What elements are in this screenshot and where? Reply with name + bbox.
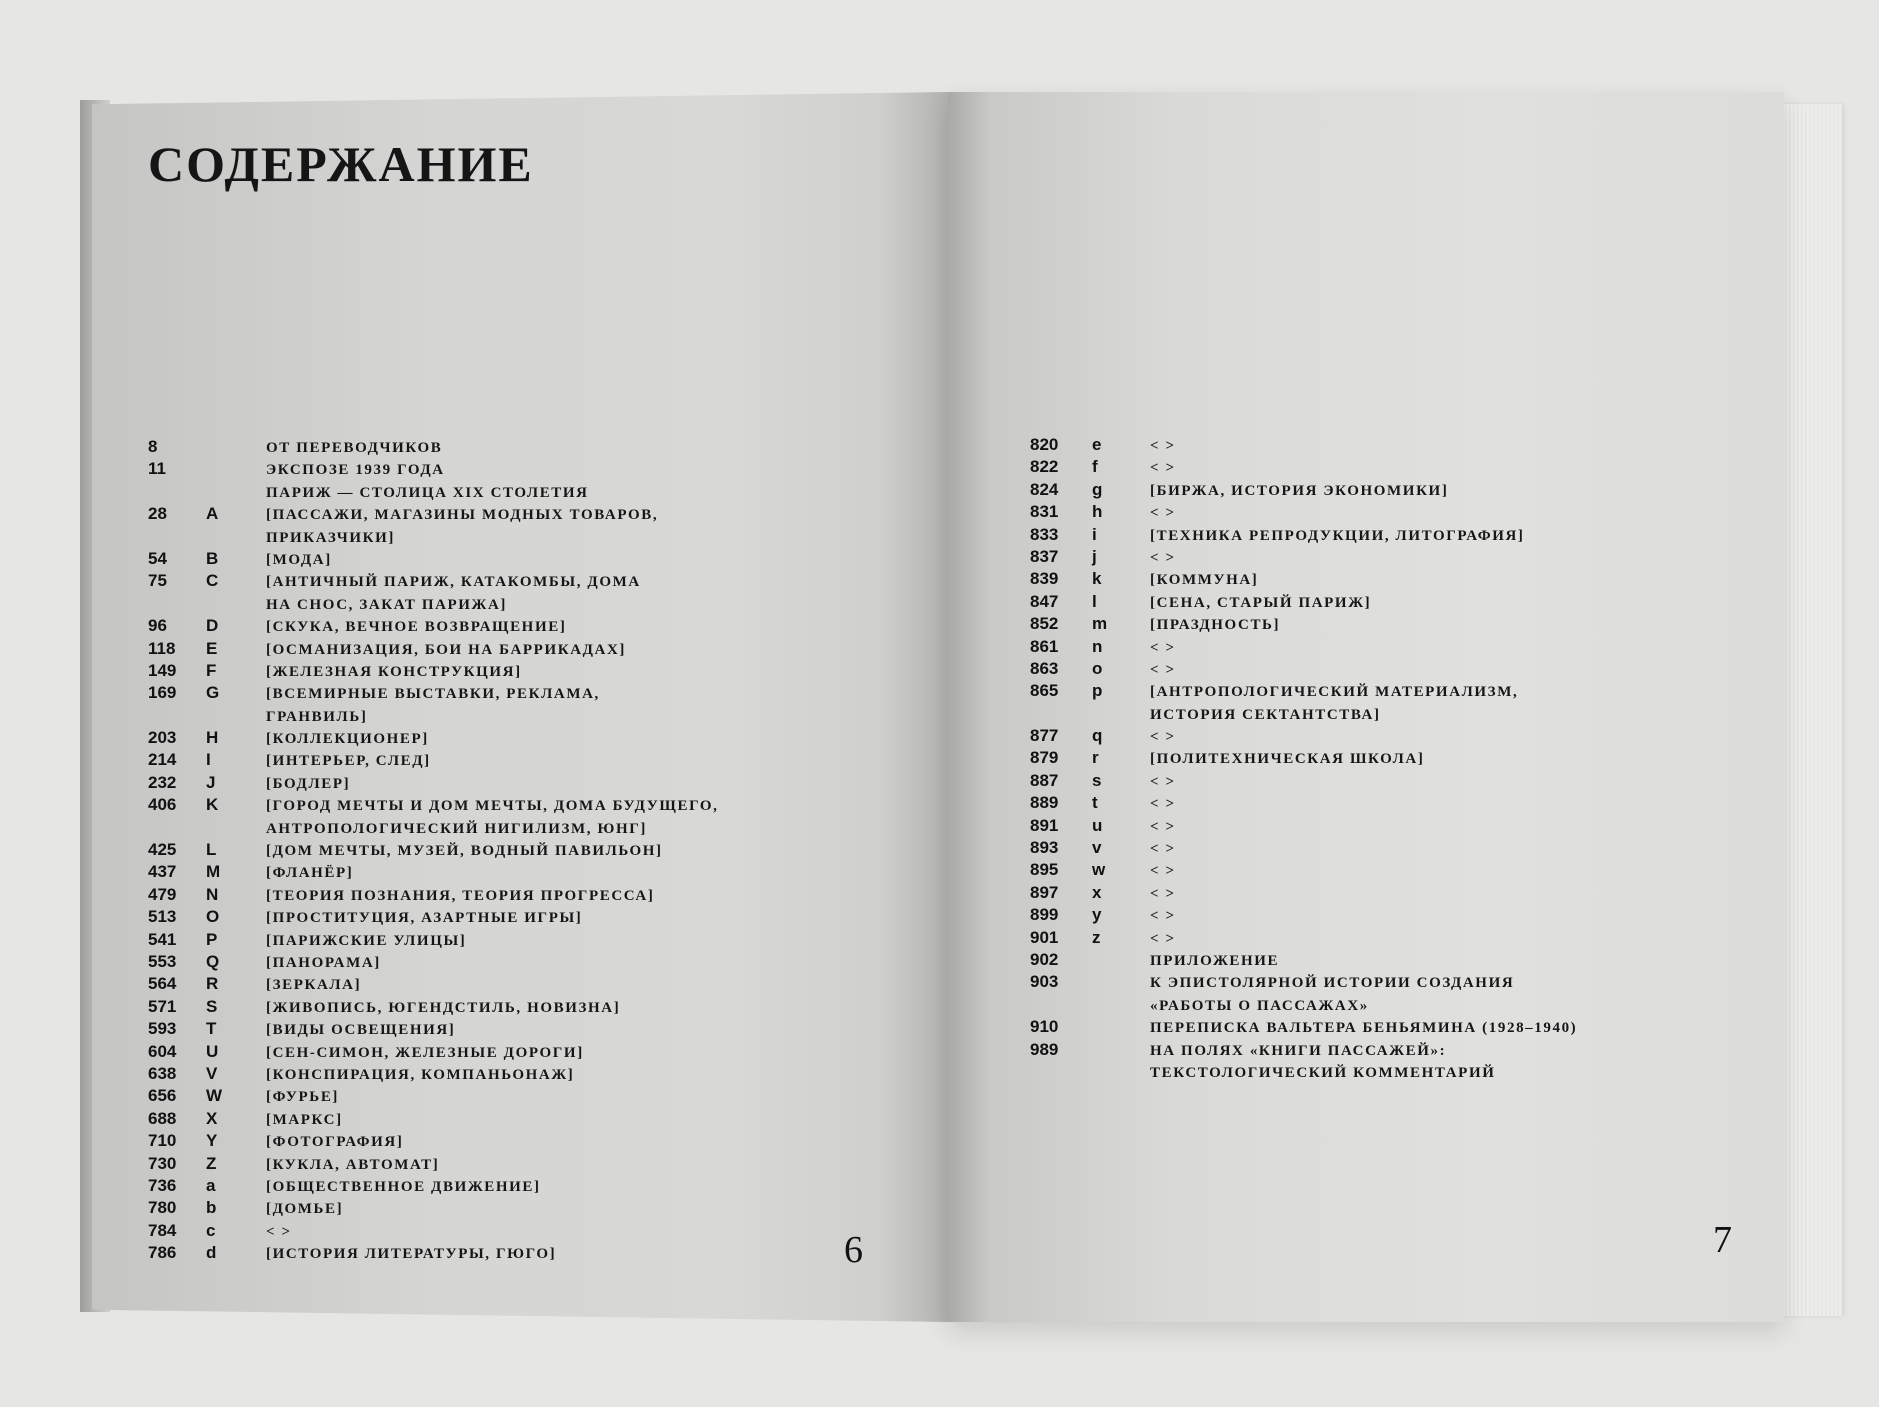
toc-title: [КОЛЛЕКЦИОНЕР]: [266, 731, 429, 748]
toc-title: [СЕН-СИМОН, ЖЕЛЕЗНЫЕ ДОРОГИ]: [266, 1044, 584, 1061]
toc-section-letter: n: [1092, 636, 1103, 656]
book-edge-right: [1780, 104, 1842, 1316]
toc-section-letter: T: [206, 1019, 217, 1039]
toc-title: ПРИЛОЖЕНИЕ: [1150, 952, 1280, 969]
toc-page-number: 784: [148, 1220, 177, 1240]
toc-section-letter: A: [206, 504, 219, 524]
toc-section-letter: F: [206, 660, 217, 680]
toc-page-number: 96: [148, 616, 167, 636]
toc-page-number: 839: [1030, 569, 1059, 589]
toc-title: [ФЛАНЁР]: [266, 865, 354, 882]
toc-section-letter: Y: [206, 1131, 218, 1151]
toc-section-letter: D: [206, 616, 219, 636]
toc-section-letter: O: [206, 907, 220, 927]
toc-title: [КОНСПИРАЦИЯ, КОМПАНЬОНАЖ]: [266, 1066, 575, 1083]
toc-page-number: 889: [1030, 793, 1059, 813]
toc-section-letter: c: [206, 1220, 216, 1240]
toc-section-letter: t: [1092, 793, 1098, 813]
toc-page-number: 730: [148, 1153, 177, 1173]
toc-section-letter: J: [206, 772, 216, 792]
toc-page-number: 425: [148, 840, 177, 860]
toc-page-number: 710: [148, 1131, 177, 1151]
toc-title: [КОММУНА]: [1150, 572, 1259, 589]
toc-title: [ПАНОРАМА]: [266, 954, 381, 971]
toc-page-number: 824: [1030, 479, 1059, 499]
toc-title: [ПАРИЖСКИЕ УЛИЦЫ]: [266, 932, 467, 949]
toc-title: < >: [1150, 773, 1176, 790]
toc-section-letter: w: [1092, 860, 1106, 880]
toc-page-number: 893: [1030, 838, 1059, 858]
toc-title: [АНТИЧНЫЙ ПАРИЖ, КАТАКОМБЫ, ДОМА: [266, 574, 641, 591]
toc-section-letter: B: [206, 548, 219, 568]
page-number-right: 7: [1713, 1219, 1732, 1261]
toc-page-number: 149: [148, 660, 177, 680]
toc-title: [ТЕОРИЯ ПОЗНАНИЯ, ТЕОРИЯ ПРОГРЕССА]: [266, 887, 655, 904]
toc-page-number: 989: [1030, 1039, 1059, 1059]
toc-title: [ПАССАЖИ, МАГАЗИНЫ МОДНЫХ ТОВАРОВ,: [266, 507, 659, 524]
toc-title: [СКУКА, ВЕЧНОЕ ВОЗВРАЩЕНИЕ]: [266, 619, 567, 636]
toc-page-number: 861: [1030, 636, 1059, 656]
toc-title: < >: [1150, 818, 1176, 835]
toc-page-number: 593: [148, 1019, 177, 1039]
toc-title: < >: [1150, 885, 1176, 902]
toc-page-number: 75: [148, 571, 167, 591]
toc-page-number: 28: [148, 504, 167, 524]
toc-title: ЭКСПОЗЕ 1939 ГОДА: [266, 462, 445, 479]
toc-title: [СЕНА, СТАРЫЙ ПАРИЖ]: [1150, 594, 1372, 611]
toc-section-letter: y: [1092, 905, 1102, 925]
toc-section-letter: E: [206, 638, 218, 658]
toc-page-number: 837: [1030, 546, 1059, 566]
toc-page-number: 214: [148, 750, 177, 770]
toc-section-letter: H: [206, 728, 219, 748]
toc-title: [ИСТОРИЯ ЛИТЕРАТУРЫ, ГЮГО]: [266, 1246, 557, 1263]
toc-section-letter: l: [1092, 591, 1097, 611]
toc-section-letter: N: [206, 884, 219, 904]
toc-page-number: 203: [148, 728, 177, 748]
toc-title: [ЖИВОПИСЬ, ЮГЕНДСТИЛЬ, НОВИЗНА]: [266, 999, 621, 1016]
toc-title: < >: [1150, 505, 1176, 522]
toc-title: [ФОТОГРАФИЯ]: [266, 1134, 404, 1151]
toc-section-letter: x: [1092, 882, 1102, 902]
toc-page-number: 736: [148, 1175, 177, 1195]
toc-title: «РАБОТЫ О ПАССАЖАХ»: [1150, 997, 1369, 1014]
toc-title: < >: [1150, 549, 1176, 566]
toc-page-number: 656: [148, 1086, 177, 1106]
toc-section-letter: G: [206, 683, 220, 703]
toc-section-letter: e: [1092, 435, 1102, 454]
toc-title: ПАРИЖ — СТОЛИЦА XIX СТОЛЕТИЯ: [266, 484, 589, 501]
toc-section-letter: j: [1092, 546, 1097, 566]
toc-page-number: 169: [148, 683, 177, 703]
toc-section-letter: r: [1092, 748, 1099, 768]
toc-page-number: 541: [148, 929, 177, 949]
toc-section-letter: z: [1092, 927, 1101, 947]
toc-title: [БОДЛЕР]: [266, 775, 351, 792]
toc-page-number: 899: [1030, 905, 1059, 925]
toc-title: [МОДА]: [266, 551, 332, 568]
toc-section-letter: o: [1092, 658, 1103, 678]
toc-page-number: 8: [148, 437, 158, 456]
toc-page-number: 571: [148, 996, 177, 1016]
toc-title: < >: [1150, 930, 1176, 947]
toc-page-number: 831: [1030, 502, 1059, 522]
toc-section-letter: k: [1092, 569, 1102, 589]
toc-title: [ОБЩЕСТВЕННОЕ ДВИЖЕНИЕ]: [266, 1178, 541, 1195]
toc-page-number: 688: [148, 1108, 177, 1128]
toc-title: < >: [266, 1223, 292, 1240]
toc-title: [КУКЛА, АВТОМАТ]: [266, 1156, 440, 1173]
toc-section-letter: R: [206, 974, 219, 994]
toc-title: НА ПОЛЯХ «КНИГИ ПАССАЖЕЙ»:: [1150, 1042, 1447, 1059]
toc-title: [ВСЕМИРНЫЕ ВЫСТАВКИ, РЕКЛАМА,: [266, 686, 600, 703]
toc-page-number: 847: [1030, 591, 1059, 611]
toc-section-letter: Z: [206, 1153, 217, 1173]
contents-heading: СОДЕРЖАНИЕ: [148, 136, 534, 192]
toc-page-number: 822: [1030, 457, 1059, 477]
toc-title: < >: [1150, 908, 1176, 925]
toc-section-letter: u: [1092, 815, 1103, 835]
toc-page-number: 564: [148, 974, 177, 994]
toc-page-number: 895: [1030, 860, 1059, 880]
toc-page-number: 786: [148, 1243, 177, 1263]
toc-page-number: 833: [1030, 524, 1059, 544]
toc-title: < >: [1150, 661, 1176, 678]
toc-title: < >: [1150, 796, 1176, 813]
toc-section-letter: L: [206, 840, 217, 860]
toc-page-number: 479: [148, 884, 177, 904]
toc-title: [ИНТЕРЬЕР, СЛЕД]: [266, 753, 431, 770]
toc-page-number: 11: [148, 459, 166, 479]
toc-title: [МАРКС]: [266, 1111, 343, 1128]
toc-title: К ЭПИСТОЛЯРНОЙ ИСТОРИИ СОЗДАНИЯ: [1150, 975, 1515, 992]
toc-page-number: 910: [1030, 1017, 1059, 1037]
toc-title: [ДОМ МЕЧТЫ, МУЗЕЙ, ВОДНЫЙ ПАВИЛЬОН]: [266, 843, 663, 860]
toc-section-letter: s: [1092, 770, 1102, 790]
toc-title: < >: [1150, 841, 1176, 858]
toc-page-number: 902: [1030, 949, 1059, 969]
toc-page-number: 897: [1030, 882, 1059, 902]
toc-section-letter: Q: [206, 951, 220, 971]
toc-section-letter: V: [206, 1063, 218, 1083]
toc-title: ТЕКСТОЛОГИЧЕСКИЙ КОММЕНТАРИЙ: [1150, 1064, 1496, 1081]
toc-section-letter: q: [1092, 726, 1103, 746]
toc-section-letter: a: [206, 1175, 216, 1195]
toc-section-letter: g: [1092, 479, 1103, 499]
toc-page-number: 780: [148, 1198, 177, 1218]
toc-title: ПЕРЕПИСКА ВАЛЬТЕРА БЕНЬЯМИНА (1928–1940): [1150, 1020, 1578, 1037]
toc-title: [ГОРОД МЕЧТЫ И ДОМ МЕЧТЫ, ДОМА БУДУЩЕГО,: [266, 798, 719, 815]
toc-title: < >: [1150, 863, 1176, 880]
toc-title: АНТРОПОЛОГИЧЕСКИЙ НИГИЛИЗМ, ЮНГ]: [266, 820, 647, 837]
toc-section-letter: X: [206, 1108, 218, 1128]
toc-page-number: 820: [1030, 435, 1059, 454]
toc-page-number: 865: [1030, 681, 1059, 701]
toc-title: [ДОМЬЕ]: [266, 1201, 344, 1218]
toc-title: [АНТРОПОЛОГИЧЕСКИЙ МАТЕРИАЛИЗМ,: [1150, 684, 1519, 701]
toc-title: ОТ ПЕРЕВОДЧИКОВ: [266, 440, 443, 456]
toc-title: [ПОЛИТЕХНИЧЕСКАЯ ШКОЛА]: [1150, 751, 1425, 768]
page-number-left: 6: [844, 1229, 863, 1271]
toc-title: НА СНОС, ЗАКАТ ПАРИЖА]: [266, 596, 508, 613]
toc-title: ИСТОРИЯ СЕКТАНТСТВА]: [1150, 706, 1381, 723]
toc-section-letter: i: [1092, 524, 1097, 544]
toc-title: [ФУРЬЕ]: [266, 1089, 340, 1106]
toc-page-number: 638: [148, 1063, 177, 1083]
toc-title: [ВИДЫ ОСВЕЩЕНИЯ]: [266, 1022, 456, 1039]
toc-page-number: 887: [1030, 770, 1059, 790]
toc-section-letter: p: [1092, 681, 1103, 701]
toc-section-letter: P: [206, 929, 218, 949]
toc-page-number: 901: [1030, 927, 1059, 947]
toc-title: [БИРЖА, ИСТОРИЯ ЭКОНОМИКИ]: [1150, 482, 1449, 499]
toc-section-letter: b: [206, 1198, 217, 1218]
toc-page-number: 879: [1030, 748, 1059, 768]
toc-page-number: 903: [1030, 972, 1059, 992]
toc-page-number: 553: [148, 951, 177, 971]
toc-title: [ПРОСТИТУЦИЯ, АЗАРТНЫЕ ИГРЫ]: [266, 910, 583, 927]
toc-title: < >: [1150, 639, 1176, 656]
toc-section-letter: f: [1092, 457, 1098, 477]
toc-section-letter: h: [1092, 502, 1103, 522]
toc-page-number: 604: [148, 1041, 177, 1061]
toc-section-letter: W: [206, 1086, 223, 1106]
toc-title: [ЗЕРКАЛА]: [266, 977, 362, 994]
toc-title: < >: [1150, 729, 1176, 746]
toc-page-number: 232: [148, 772, 177, 792]
toc-section-letter: U: [206, 1041, 219, 1061]
toc-section-letter: M: [206, 862, 221, 882]
toc-section-letter: C: [206, 571, 219, 591]
toc-page-number: 118: [148, 638, 176, 658]
toc-page-number: 863: [1030, 658, 1059, 678]
toc-title: < >: [1150, 460, 1176, 477]
toc-page-number: 54: [148, 548, 167, 568]
toc-page-number: 513: [148, 907, 177, 927]
toc-section-letter: m: [1092, 614, 1108, 634]
toc-section-letter: I: [206, 750, 211, 770]
toc-section-letter: d: [206, 1243, 217, 1263]
toc-section-letter: S: [206, 996, 218, 1016]
toc-page-number: 852: [1030, 614, 1059, 634]
toc-page-number: 437: [148, 862, 177, 882]
toc-page-number: 891: [1030, 815, 1059, 835]
toc-page-number: 406: [148, 795, 177, 815]
toc-title: ГРАНВИЛЬ]: [266, 708, 368, 725]
toc-title: [ОСМАНИЗАЦИЯ, БОИ НА БАРРИКАДАХ]: [266, 641, 627, 658]
toc-title: [ПРАЗДНОСТЬ]: [1150, 617, 1281, 634]
toc-title: ПРИКАЗЧИКИ]: [266, 529, 395, 546]
toc-title: [ТЕХНИКА РЕПРОДУКЦИИ, ЛИТОГРАФИЯ]: [1150, 527, 1525, 544]
toc-section-letter: v: [1092, 838, 1102, 858]
toc-title: < >: [1150, 438, 1176, 454]
toc-title: [ЖЕЛЕЗНАЯ КОНСТРУКЦИЯ]: [266, 663, 522, 680]
toc-section-letter: K: [206, 795, 219, 815]
toc-page-number: 877: [1030, 726, 1059, 746]
